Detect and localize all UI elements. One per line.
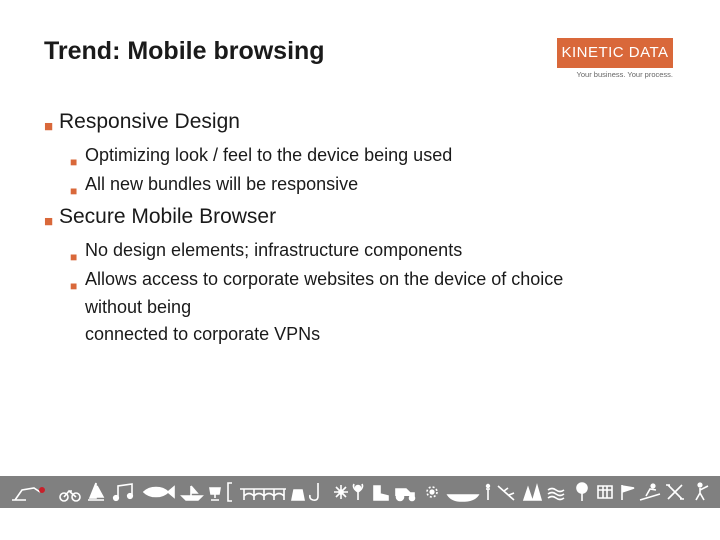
bracket-icon	[228, 483, 232, 501]
bullet-group-secure-mobile-browser	[44, 203, 684, 348]
bullet-text: No design elements; infrastructure components	[85, 240, 463, 260]
bullet-text: Responsive Design	[59, 110, 240, 133]
bullet-level2	[70, 170, 684, 199]
waves-icon	[548, 489, 564, 500]
square-bullet-icon: ■	[70, 155, 78, 169]
footer-icons-svg	[0, 476, 720, 508]
music-notes-icon	[114, 484, 133, 500]
fish-icon	[144, 487, 174, 497]
bullet-text-continuation: connected to corporate VPNs	[85, 324, 321, 344]
branch-icon	[498, 486, 514, 500]
square-bullet-icon: ■	[44, 118, 54, 135]
square-bullet-icon: ■	[44, 213, 54, 230]
logo-wordmark: KINETIC DATA	[557, 38, 673, 68]
bullet-text: Allows access to corporate websites on the device of choice	[85, 269, 564, 289]
weight-icon	[292, 490, 304, 500]
canoe-icon	[448, 495, 478, 501]
bullet-level2	[70, 141, 684, 170]
bicycle-icon	[60, 491, 80, 501]
sailboat-icon	[88, 483, 104, 500]
hook-icon	[310, 483, 318, 500]
bullet-text-continuation: without being	[85, 297, 192, 317]
bridge-icon	[240, 489, 286, 500]
bullet-level1	[44, 108, 684, 135]
flower-icon	[427, 487, 437, 497]
kinetic-data-logo	[557, 38, 673, 79]
tools-icon	[666, 485, 684, 499]
boot-icon	[374, 486, 388, 500]
tractor-icon	[396, 489, 415, 501]
sewing-machine-icon	[12, 488, 44, 500]
plant-icon	[354, 484, 363, 500]
tree-icon	[577, 483, 587, 501]
boat-icon	[182, 486, 202, 500]
bullet-group-responsive-design	[44, 108, 684, 199]
bullet-text: Optimizing look / feel to the device being used	[85, 145, 453, 165]
square-bullet-icon: ■	[70, 184, 78, 198]
candle-icon	[486, 485, 490, 500]
bullet-level2	[70, 265, 684, 348]
slide-title: Trend: Mobile browsing	[44, 37, 325, 65]
square-bullet-icon: ■	[70, 250, 78, 264]
bullet-text: All new bundles will be responsive	[85, 174, 359, 194]
logo-tagline: Your business. Your process.	[576, 70, 673, 79]
calendar-icon	[598, 486, 612, 498]
skier-icon	[640, 484, 660, 500]
slide-body	[44, 108, 684, 352]
footer-icon-strip	[0, 476, 720, 508]
insect-icon	[334, 485, 348, 499]
bullet-level1	[44, 203, 684, 230]
trophy-icon	[210, 488, 220, 500]
golfer-icon	[696, 483, 708, 500]
square-bullet-icon: ■	[70, 279, 78, 293]
flag-icon	[622, 485, 634, 500]
bullet-level2	[70, 236, 684, 265]
trees-icon	[524, 486, 541, 500]
bullet-text: Secure Mobile Browser	[59, 205, 277, 228]
